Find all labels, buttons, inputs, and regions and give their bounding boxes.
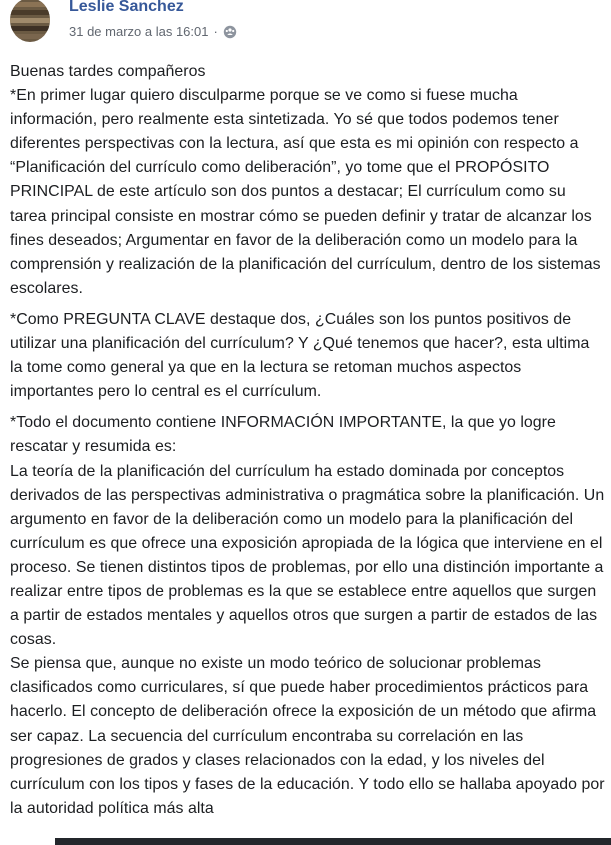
post-paragraph: *Todo el documento contiene INFORMACIÓN IMPORTANTE, la que yo logre rescatar y resumida es: La teoría de la planificación del currículum ha estado dominada por conceptos derivados de las perspectivas administrativa o pragmática sobre la planificación. Un argumento en favor de la deliberación como un modelo para la planificación del currículum es que ofrece una exposición apropiada de la lógica que interviene en el proceso. Se tienen distintos tipos de problemas, por ello una distinción importante a realizar entre tipos de problemas es la que se establece entre aquellos que surgen a partir de estados mentales y aquellos otros que surgen a partir de estados de las cosas. Se piensa que, aunque no existe un modo teórico de solucionar problemas clasificados como curriculares, sí que puede haber procedimientos prácticos para hacerlo. El concepto de deliberación ofrece la exposición de un método que afirma ser capaz. La secuencia del currículum encontraba su correlación en las progresiones de grados y clases relacionados con la edad, y los niveles del currículum con los tipos y fases de la educación. Y todo ello se hallaba apoyado por la autoridad política más alta bbox=[10, 414, 605, 817]
bottom-dark-bar bbox=[55, 838, 611, 845]
post-meta bbox=[69, 24, 237, 39]
avatar[interactable] bbox=[10, 0, 50, 42]
post-paragraph: *Como PREGUNTA CLAVE destaque dos, ¿Cuáles son los puntos positivos de utilizar una planificación del currículum? Y ¿Qué tenemos que hacer?, esta ultima la tome como general ya que en la lectura se retoman muchos aspectos importantes pero lo central es el currículum. bbox=[10, 310, 590, 401]
meta-separator: · bbox=[213, 24, 218, 39]
post-paragraph: Buenas tardes compañeros *En primer lugar quiero disculparme porque se ve como si fuese mucha información, pero realmente esta sintetizada. Yo sé que todos podemos tener diferentes perspectivas con la lectura, así que esta es mi opinión con respecto a “Planificación del currículo como deliberación”, yo tome que el PROPÓSITO PRINCIPAL de este artículo son dos puntos a destacar; El currículum como su tarea principal consiste en mostrar cómo se pueden definir y tratar de alcanzar los fines deseados; Argumentar en favor de la deliberación como un modelo para la comprensión y realización de la planificación del currículum, dentro de los sistemas escolares. bbox=[10, 63, 601, 297]
post-timestamp[interactable]: 31 de marzo a las 16:01 bbox=[69, 24, 209, 39]
post-header bbox=[0, 0, 611, 48]
group-icon[interactable] bbox=[223, 25, 237, 39]
bottom-edge bbox=[0, 838, 611, 845]
post-text bbox=[10, 60, 606, 828]
author-name[interactable]: Leslie Sanchez bbox=[69, 0, 184, 15]
